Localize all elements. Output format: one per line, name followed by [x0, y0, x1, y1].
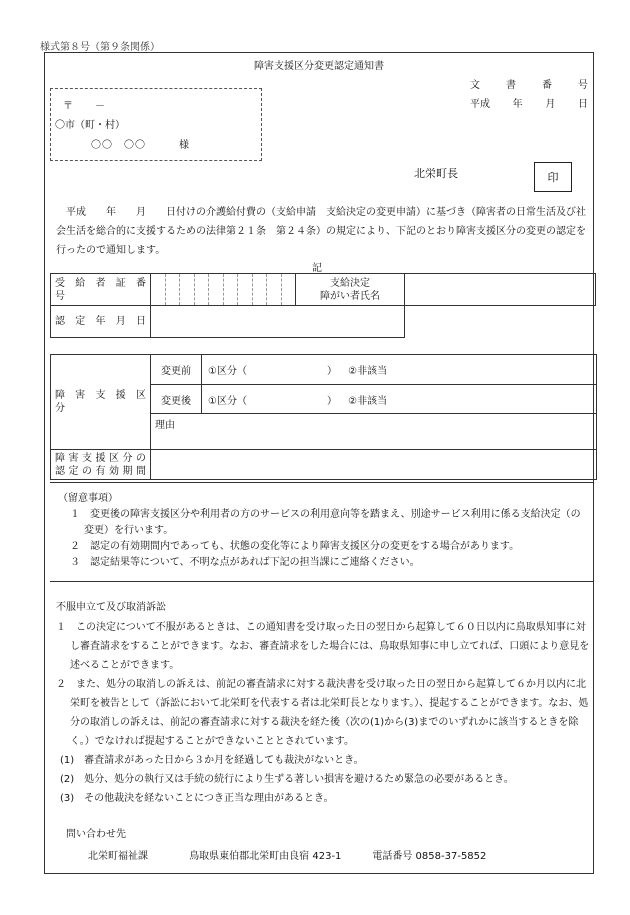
notes-list [50, 507, 594, 571]
reason-cell [151, 414, 597, 450]
validity-line1: 障害支援区分の [55, 452, 146, 464]
validity-value [151, 450, 597, 480]
before-value [202, 355, 597, 385]
doc-number-char: 書 [506, 80, 516, 91]
notes-item: ２ 認定の有効期間内であっても、状態の変化等により障害支援区分の変更をする場合があります。 [70, 541, 520, 552]
cert-date-label [51, 306, 151, 338]
document-number-label [470, 76, 588, 91]
doc-number-char: 号 [578, 80, 588, 91]
empty-cell [405, 306, 596, 338]
after-label: 変更後 [151, 385, 202, 414]
decided-person-value [405, 274, 596, 306]
postal-dash: － [95, 101, 105, 112]
contact-row [66, 846, 486, 868]
notes-section [50, 482, 594, 582]
appeal-item-2: ２ また、処分の取消しの訴えは、前記の審査請求に対する裁決書を受け取った日の翌日から起算して６か月以内に北栄町を被告として（訴訟において北栄町を代表する者は北栄町長となります。）、提起することができます。なお、処分の取消しの訴えは、前記の審査請求に対する裁決を経た後（次の(1)から(3)までのいずれかに該当するときを除く。）でなければ提起することができないこととされています。 [56, 679, 589, 747]
notes-heading: （留意事項） [58, 493, 118, 504]
before-option2: ②非該当 [348, 366, 388, 377]
appeal-sub-item: (3) その他裁決を経ないことにつき正当な理由があるとき。 [60, 793, 334, 804]
decided-label-line1: 支給決定 [330, 277, 370, 289]
appeal-item-1: １ この決定について不服があるときは、この通知書を受け取った日の翌日から起算して６０日以内に鳥取県知事に対し審査請求をすることができます。なお、審査請求をした場合には、鳥取県知事に申し立てれば、口頭により意見を述べることができます。 [56, 622, 590, 671]
seal-stamp: 印 [534, 162, 572, 192]
category-label-cell [51, 355, 156, 450]
date-era: 平成 [470, 99, 490, 110]
contact-phone: 電話番号 0858-37-5852 [372, 851, 487, 862]
appeal-heading: 不服申立て及び取消訴訟 [56, 602, 166, 613]
appeal-sub-item: (2) 処分、処分の執行又は手続の続行により生ずる著しい損害を避けるため緊急の必要があるとき。 [60, 774, 514, 785]
document-date [470, 95, 588, 110]
recipient-number-text: 受 給 者 証 番 号 [55, 277, 156, 302]
after-option2: ②非該当 [348, 395, 388, 407]
contact-address: 鳥取県東伯郡北栄町由良宿 423-1 [189, 851, 342, 862]
form-number: 様式第８号（第９条関係） [40, 42, 160, 53]
date-month: 月 [545, 99, 556, 110]
cert-date-value [151, 306, 405, 338]
before-option1: ①区分（ ） [208, 366, 337, 377]
before-label: 変更前 [151, 355, 202, 385]
reason-label: 理由 [155, 420, 175, 431]
notice-body: 平成 年 月 日付けの介護給付費の（支給申請 支給決定の変更申請）に基づき（障害者の日常生活及び社会生活を総合的に支援するための法律第２１条 第２４条）の規定により、下記のとおり障害支援区分の変更の認定を行ったので通知します。 [56, 207, 586, 256]
date-year: 年 [512, 99, 523, 110]
doc-number-char: 番 [542, 80, 552, 91]
after-option1: ①区分（ ） [208, 395, 337, 407]
honorific: 様 [179, 140, 189, 151]
address-window [50, 88, 262, 161]
municipality: 〇市（町・村） [55, 120, 125, 131]
category-table [50, 354, 597, 480]
ki-heading: 記 [312, 263, 322, 274]
recipient-name: 〇〇 〇〇 [91, 140, 146, 151]
contact-section [66, 824, 486, 868]
decided-label-line2: 障がい者氏名 [320, 290, 380, 302]
recipient-table [50, 273, 596, 338]
recipient-number-cells [151, 274, 296, 306]
decided-person-label [296, 274, 405, 306]
document-title: 障害支援区分変更認定通知書 [254, 61, 384, 72]
validity-label-cell [51, 450, 151, 480]
date-day: 日 [577, 99, 588, 110]
postal-mark: 〒 [63, 101, 73, 112]
doc-number-char: 文 [470, 80, 480, 91]
validity-line2: 認定の有効期間 [55, 465, 146, 477]
notes-item: １ 変更後の障害支援区分や利用者の方のサービスの利用意向等を踏まえ、別途サービス利用に係る支給決定（の変更）を行います。 [70, 509, 581, 536]
notes-item: ３ 認定結果等について、不明な点があれば下記の担当課にご連絡ください。 [70, 557, 420, 568]
appeal-sub-item: (1) 審査請求があった日から３か月を経過しても裁決がないとき。 [60, 755, 364, 766]
issuer-name: 北栄町長 [414, 167, 458, 180]
recipient-number-label [51, 274, 156, 306]
after-value [202, 385, 597, 414]
contact-dept: 北栄町福祉課 [88, 851, 148, 862]
contact-heading: 問い合わせ先 [66, 829, 126, 840]
appeal-section [56, 598, 590, 808]
category-label: 障 害 支 援 区 分 [55, 390, 156, 414]
cert-date-text: 認 定 年 月 日 [55, 316, 146, 327]
